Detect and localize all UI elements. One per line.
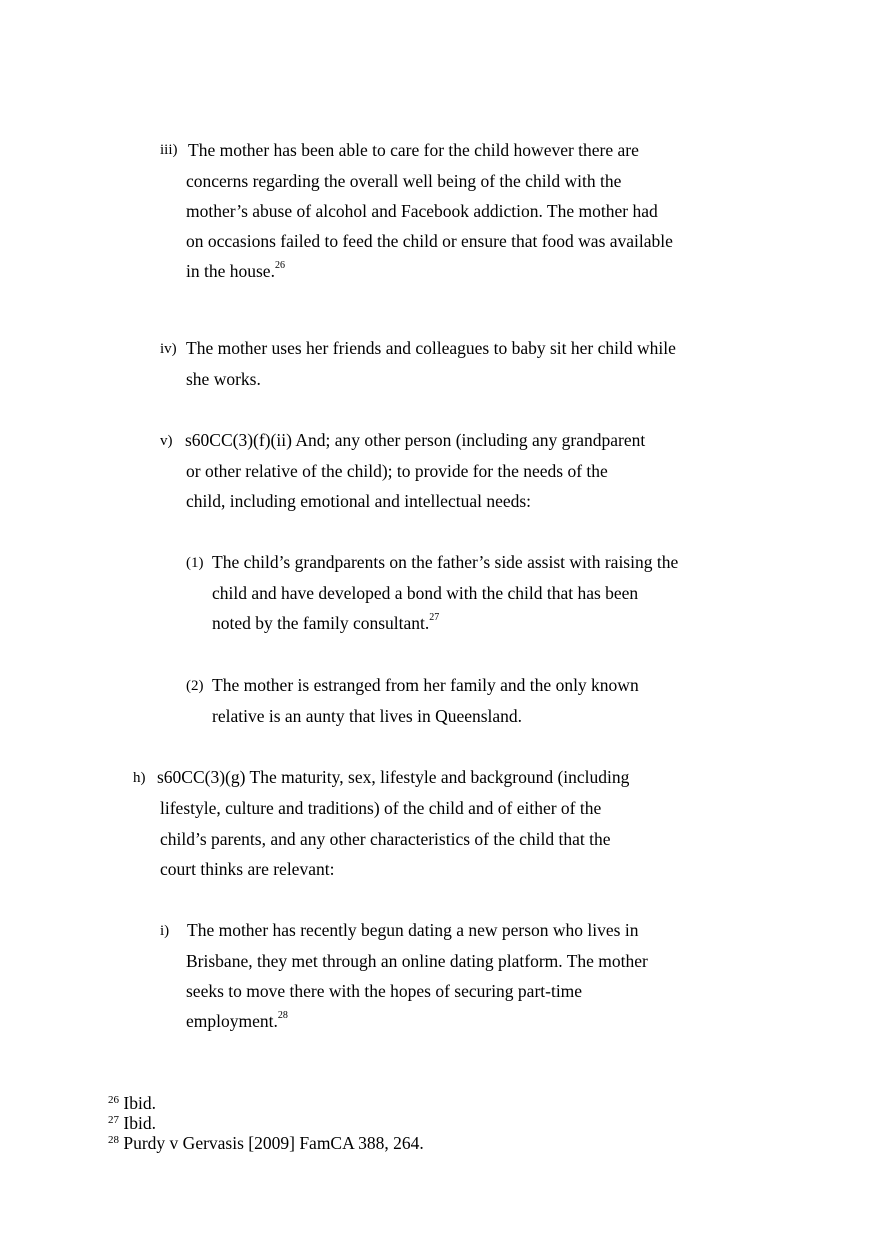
footnote: $^{26}$ Ibid. — [108, 1093, 156, 1113]
paragraph-line: concerns regarding the overall well being of the child with the — [186, 171, 622, 191]
paragraph-line: The mother is estranged from her family and the only known — [212, 675, 639, 695]
paragraph-line: on occasions failed to feed the child or ensure that food was available — [186, 231, 673, 251]
paragraph-line: employment.$^{28}$ — [186, 1010, 288, 1031]
paragraph-line: Brisbane, they met through an online dating platform. The mother — [186, 951, 648, 971]
paragraph-line: The mother has recently begun dating a new person who lives in — [187, 920, 639, 940]
footnote-reference: 26 — [274, 260, 285, 271]
paragraph-line: child’s parents, and any other characteristics of the child that the — [160, 829, 611, 849]
paragraph-line: relative is an aunty that lives in Queensland. — [212, 706, 523, 726]
paragraph-line: noted by the family consultant.$^{27}$ — [212, 612, 440, 633]
paragraph-line: The mother uses her friends and colleagues to baby sit her child while — [186, 338, 676, 358]
list-marker: iv) — [160, 341, 177, 357]
footnote-reference: 28 — [277, 1010, 288, 1021]
list-marker: i) — [160, 923, 170, 939]
paragraph-line: seeks to move there with the hopes of securing part-time — [186, 981, 583, 1001]
list-marker: (2) — [186, 678, 204, 694]
list-marker: iii) — [160, 142, 178, 158]
list-marker: h) — [133, 770, 146, 786]
paragraph-line: The mother has been able to care for the child however there are — [188, 140, 639, 160]
paragraph-line: s60CC(3)(g) The maturity, sex, lifestyle and background (including — [157, 767, 630, 787]
paragraph-line: s60CC(3)(f)(ii) And; any other person (including any grandparent — [185, 430, 646, 450]
paragraph-line: lifestyle, culture and traditions) of the child and of either of the — [160, 798, 602, 818]
paragraph-line: or other relative of the child); to provide for the needs of the — [186, 461, 608, 481]
paragraph-line: child, including emotional and intellectual needs: — [186, 491, 532, 511]
list-marker: v) — [160, 433, 173, 449]
paragraph-line: mother’s abuse of alcohol and Facebook addiction. The mother had — [186, 201, 658, 221]
paragraph-line: The child’s grandparents on the father’s side assist with raising the — [212, 552, 679, 572]
footnote-reference: 27 — [429, 612, 440, 623]
paragraph-line: court thinks are relevant: — [160, 859, 335, 879]
paragraph-line: child and have developed a bond with the child that has been — [212, 583, 639, 603]
paragraph-line: she works. — [186, 369, 261, 389]
footnote: $^{27}$ Ibid. — [108, 1113, 156, 1133]
footnote: $^{28}$ Purdy v Gervasis [2009] FamCA 388, 264. — [108, 1133, 424, 1153]
paragraph-line: in the house.$^{26}$ — [186, 260, 285, 281]
list-marker: (1) — [186, 555, 204, 571]
